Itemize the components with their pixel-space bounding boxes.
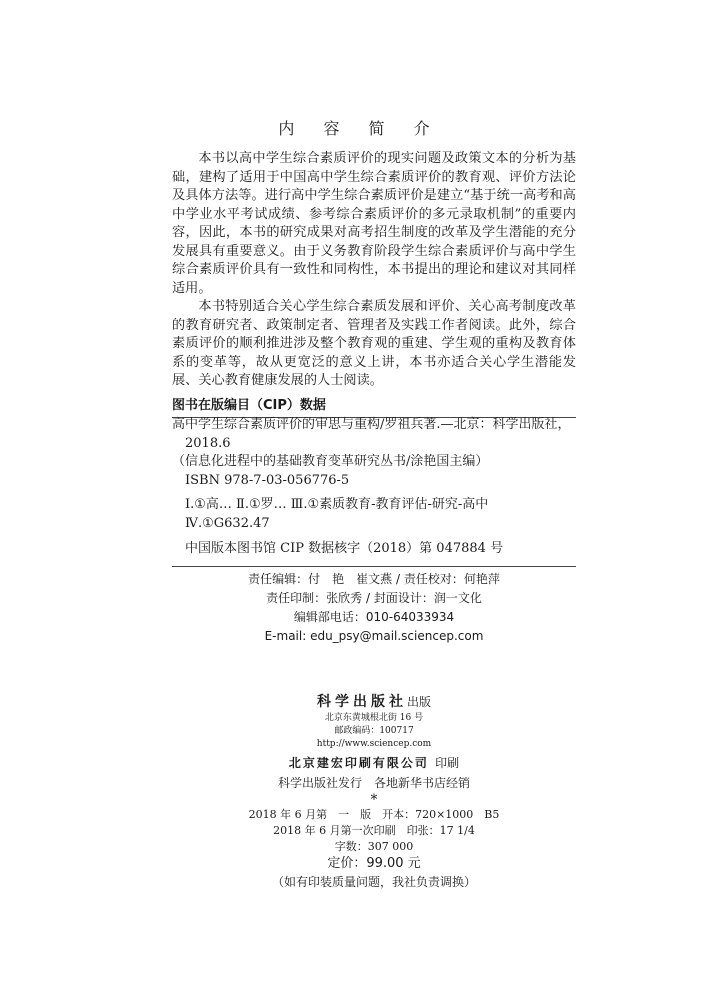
cip-record (172, 416, 576, 567)
cip-date-line: 2018.6 (185, 435, 231, 451)
publisher-address: 北京东黄城根北街 16 号 (324, 713, 424, 723)
publisher-postcode: 邮政编码：100717 (334, 726, 414, 736)
publisher-url: http://www.sciencep.com (316, 739, 432, 749)
synopsis-paragraph: 本书以高中学生综合素质评价的现实问题及政策文本的分析为基础，建构了适用于中国高中学生综合素质评价的教育观、评价方法论及具体方法等。进行高中学生综合素质评价是建立“基于统一高考和高中学业水平考试成绩、参考综合素质评价的多元录取机制”的重要内容，因此，本书的研究成果对高考招生制度的改革及学生潜能的充分发展具有重要意义。由于义务教育阶段学生综合素质评价与高中学生综合素质评价具有一致性和同构性，本书提出的理论和建议对其同样适用。 (172, 151, 576, 296)
quality-note: （如有印装质量问题，我社负责调换） (271, 875, 476, 889)
distribution-line: 科学出版社发行 各地新华书店经销 (277, 776, 470, 790)
printing-line: 2018 年 6 月第一次印刷 印张：17 1/4 (273, 824, 475, 837)
cip-bottom-rule (172, 566, 576, 567)
publisher-line (172, 692, 576, 712)
publisher-logo: 科学出版社 (316, 694, 407, 710)
cip-number: 中国版本图书馆 CIP 数据核字（2018）第 047884 号 (185, 540, 504, 556)
cip-series-line: （信息化进程中的基础教育变革研究丛书/涂艳国主编） (172, 454, 489, 470)
colophon (172, 692, 576, 891)
word-count: 字数：307 000 (334, 840, 414, 853)
book-synopsis (172, 150, 576, 391)
cip-isbn: ISBN 978-7-03-056776-5 (185, 472, 350, 488)
page-title: 内 容 简 介 (278, 119, 442, 138)
editorial-email: E-mail: edu_psy@mail.sciencep.com (264, 629, 484, 643)
price: 定价：99.00 元 (327, 856, 421, 871)
cip-title-line: 高中学生综合素质评价的审思与重构/罗祖兵著.—北京：科学出版社， (172, 417, 571, 432)
production-credit: 责任印制：张欣秀 / 封面设计：润一文化 (266, 591, 482, 605)
cip-classification: Ⅰ.①高… Ⅱ.①罗… Ⅲ.①素质教育-教育评估-研究-高中 (185, 497, 489, 513)
editorial-phone: 编辑部电话：010-64033934 (293, 610, 455, 624)
cip-heading: 图书在版编目（CIP）数据 (172, 394, 576, 418)
synopsis-paragraph: 本书特别适合关心学生综合素质发展和评价、关心高考制度改革的教育研究者、政策制定者、管理者及实践工作者阅读。此外，综合素质评价的顺利推进涉及整个教育观的重建、学生观的重构及教育体系的变革等，故从更宽泛的意义上讲，本书亦适合关心学生潜能发展、关心教育健康发展的人士阅读。 (172, 299, 576, 388)
staff-credits (172, 570, 576, 646)
separator-star: * (370, 792, 378, 808)
printer-suffix: 印刷 (435, 756, 460, 770)
editor-credit: 责任编辑：付 艳 崔文燕 / 责任校对：何艳萍 (248, 572, 500, 586)
publisher-suffix: 出版 (406, 695, 431, 709)
cip-classification-code: Ⅳ.①G632.47 (185, 515, 270, 531)
edition-line: 2018 年 6 月第 一 版 开本：720×1000 B5 (248, 808, 500, 821)
printer-name: 北京建宏印刷有限公司 (288, 756, 429, 770)
printer-line (172, 753, 576, 773)
